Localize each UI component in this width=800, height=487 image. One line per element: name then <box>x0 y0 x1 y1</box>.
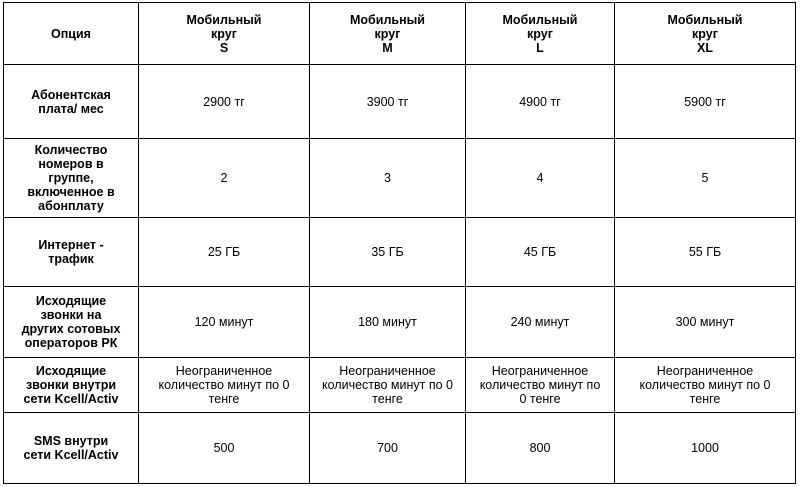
row-label: Исходящие звонки внутри сети Kcell/Activ <box>4 358 139 413</box>
table-row <box>4 65 796 139</box>
plan-size: XL <box>697 40 713 55</box>
row-label: Интернет - трафик <box>4 218 139 287</box>
table-cell: 120 минут <box>139 287 310 358</box>
plan-name-line1: Мобильный <box>502 12 578 27</box>
table-cell: 5 <box>615 139 796 218</box>
table-cell: 45 ГБ <box>466 218 615 287</box>
table-row <box>4 358 796 413</box>
table-cell: 2900 тг <box>139 65 310 139</box>
plan-header-s <box>139 3 310 65</box>
table-cell: 25 ГБ <box>139 218 310 287</box>
table-row <box>4 413 796 484</box>
table-cell: 800 <box>466 413 615 484</box>
table-cell: 240 минут <box>466 287 615 358</box>
table-cell: 4 <box>466 139 615 218</box>
plan-name-line1: Мобильный <box>350 12 425 27</box>
plan-size: S <box>219 40 229 55</box>
row-label: SMS внутри сети Kcell/Activ <box>4 413 139 484</box>
table-cell: 500 <box>139 413 310 484</box>
plan-name-line1: Мобильный <box>186 12 262 27</box>
table-cell: 3900 тг <box>310 65 466 139</box>
table-cell: 3 <box>310 139 466 218</box>
table-cell: 1000 <box>615 413 796 484</box>
table-cell: 35 ГБ <box>310 218 466 287</box>
plan-name-line2: круг <box>692 26 718 41</box>
plan-size: M <box>382 40 393 55</box>
header-row <box>4 3 796 65</box>
table-cell: 4900 тг <box>466 65 615 139</box>
plan-header-xl <box>615 3 796 65</box>
row-label: Абонентская плата/ мес <box>4 65 139 139</box>
table-row <box>4 287 796 358</box>
plan-size: L <box>536 40 544 55</box>
table-row <box>4 139 796 218</box>
plan-header-m <box>310 3 466 65</box>
table-cell: 2 <box>139 139 310 218</box>
plan-name-line2: круг <box>211 26 237 41</box>
table-cell: Неограниченное количество минут по 0 тенге <box>310 358 466 413</box>
table-cell: Неограниченное количество минут по 0 тенге <box>466 358 615 413</box>
table-cell: 5900 тг <box>615 65 796 139</box>
row-label: Исходящие звонки на других сотовых операторов РК <box>4 287 139 358</box>
table-cell: 180 минут <box>310 287 466 358</box>
row-label: Количество номеров в группе, включенное в абонплату <box>4 139 139 218</box>
plan-name-line2: круг <box>527 26 553 41</box>
plan-header-l <box>466 3 615 65</box>
table-cell: Неограниченное количество минут по 0 тенге <box>615 358 796 413</box>
tariff-comparison-table <box>3 2 796 484</box>
table-row <box>4 218 796 287</box>
option-column-header: Опция <box>4 3 139 65</box>
plan-name-line1: Мобильный <box>667 12 743 27</box>
table-cell: 300 минут <box>615 287 796 358</box>
table-cell: 700 <box>310 413 466 484</box>
table-cell: Неограниченное количество минут по 0 тенге <box>139 358 310 413</box>
plan-name-line2: круг <box>374 26 401 41</box>
table-cell: 55 ГБ <box>615 218 796 287</box>
